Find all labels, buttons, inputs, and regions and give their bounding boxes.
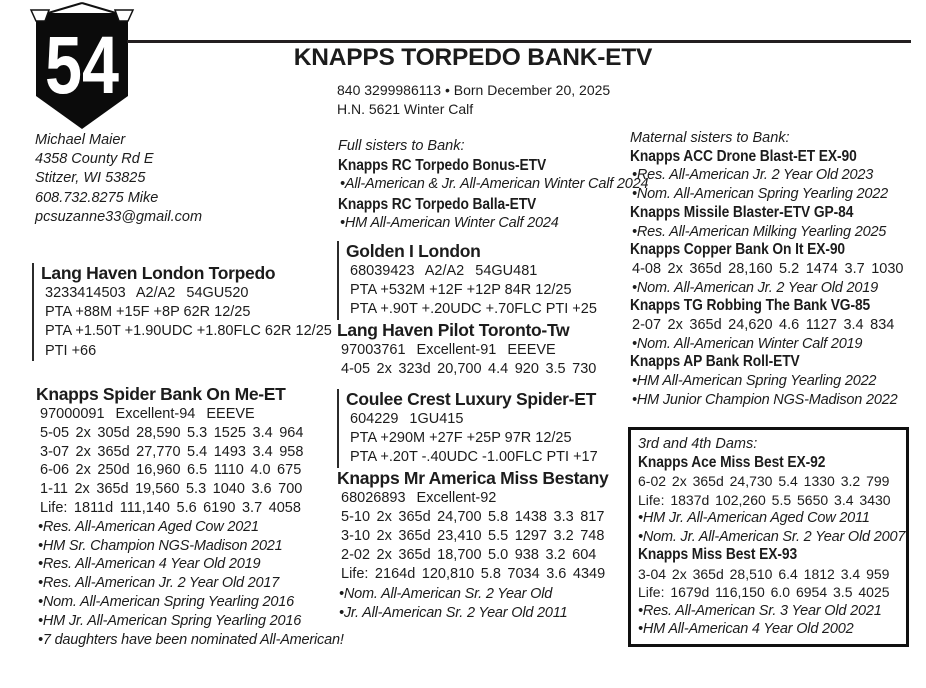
owner-address: 4358 County Rd E xyxy=(35,151,154,168)
award-bullet: •Nom. All-American Sr. 2 Year Old xyxy=(339,585,553,602)
record-line: 5-05 2x 305d 28,590 5.3 1525 3.4 964 xyxy=(40,424,304,441)
animal-name: Lang Haven London Torpedo xyxy=(41,263,276,283)
sister-name: Knapps Copper Bank On It EX-90 xyxy=(630,241,846,259)
reg-line: 3233414503 A2/A2 54GU520 xyxy=(45,285,249,301)
page-title: KNAPPS TORPEDO BANK-ETV xyxy=(293,44,653,71)
record-line: 3-04 2x 365d 28,510 6.4 1812 3.4 959 xyxy=(638,565,890,582)
record-line: Life: 1811d 111,140 5.6 6190 3.7 4058 xyxy=(40,499,301,516)
sister-name: Knapps AP Bank Roll-ETV xyxy=(630,353,800,371)
registration-line: 840 3299986113 • Born December 20, 2025 xyxy=(337,82,611,98)
sire-section xyxy=(32,263,332,361)
award-bullet: •Jr. All-American Sr. 2 Year Old 2011 xyxy=(339,604,568,621)
section-label: Full sisters to Bank: xyxy=(338,138,465,154)
middle-column xyxy=(337,0,649,688)
owner-phone: 608.732.8275 Mike xyxy=(35,189,159,206)
sire-bracket xyxy=(32,263,332,361)
pta-line: PTA +532M +12F +12P 84R 12/25 xyxy=(350,282,572,299)
award-bullet: •7 daughters have been nominated All-American! xyxy=(38,631,344,648)
record-line: 5-10 2x 365d 24,700 5.8 1438 3.3 817 xyxy=(341,508,605,525)
owner-name: Michael Maier xyxy=(35,132,126,148)
award-bullet: •Nom. Jr. All-American Sr. 2 Year Old 2007 xyxy=(638,528,906,545)
sister-name: Knapps RC Torpedo Bonus-ETV xyxy=(338,157,547,175)
reg-line: 604229 1GU415 xyxy=(350,411,464,427)
dam-sire-bracket xyxy=(337,389,608,468)
owner-block xyxy=(35,131,202,227)
record-line: 6-06 2x 250d 16,960 6.5 1110 4.0 675 xyxy=(40,462,302,479)
reg-line: 97003761 Excellent-91 EEEVE xyxy=(341,341,556,358)
award-bullet: •HM All-American Spring Yearling 2022 xyxy=(632,373,877,390)
animal-name: Lang Haven Pilot Toronto-Tw xyxy=(337,319,570,340)
paternal-grandparents-section xyxy=(337,241,597,379)
award-bullet: •Res. All-American Jr. 2 Year Old 2017 xyxy=(38,575,280,592)
award-bullet: •HM Sr. Champion NGS-Madison 2021 xyxy=(38,537,283,554)
award-bullet: •Nom. All-American Winter Calf 2019 xyxy=(632,335,863,352)
award-bullet: •Res. All-American Jr. 2 Year Old 2023 xyxy=(632,167,874,184)
award-bullet: •Res. All-American Sr. 3 Year Old 2021 xyxy=(638,602,882,619)
sister-name: Knapps ACC Drone Blast-ET EX-90 xyxy=(630,147,857,165)
pta-line: PTA +.90T +.20UDC +.70FLC PTI +25 xyxy=(350,301,597,318)
reg-line: 68039423 A2/A2 54GU481 xyxy=(350,263,538,279)
award-bullet: •Nom. All-American Jr. 2 Year Old 2019 xyxy=(632,279,878,296)
record-line: 6-02 2x 365d 24,730 5.4 1330 3.2 799 xyxy=(638,473,890,489)
animal-name: Knapps Spider Bank On Me-ET xyxy=(36,384,286,404)
award-bullet: •HM All-American 4 Year Old 2002 xyxy=(638,621,854,637)
reg-line: 97000091 Excellent-94 EEEVE xyxy=(40,406,255,422)
record-line: Life: 2164d 120,810 5.8 7034 3.6 4349 xyxy=(341,566,606,583)
record-line: 1-11 2x 365d 19,560 5.3 1040 3.6 700 xyxy=(40,481,303,498)
animal-name: Knapps Mr America Miss Bestany xyxy=(337,467,609,488)
reg-line: 68026893 Excellent-92 xyxy=(341,489,497,506)
lot-number: 54 xyxy=(45,20,120,111)
award-bullet: •All-American & Jr. All-American Winter Calf 2024 xyxy=(340,176,649,193)
record-line: 3-10 2x 365d 23,410 5.5 1297 3.2 748 xyxy=(341,528,605,545)
left-column xyxy=(28,0,344,688)
record-line: 3-07 2x 365d 27,770 5.4 1493 3.4 958 xyxy=(40,443,304,460)
dams-box xyxy=(628,427,909,647)
dam-section xyxy=(36,384,344,649)
sister-name: Knapps TG Robbing The Bank VG-85 xyxy=(630,297,871,315)
award-bullet: •HM Junior Champion NGS-Madison 2022 xyxy=(632,391,898,408)
award-bullet: •Res. All-American Milking Yearling 2025 xyxy=(632,223,887,240)
sire-sire-bracket xyxy=(337,241,597,320)
pti-line: PTI +66 xyxy=(45,342,97,359)
owner-email: pcsuzanne33@gmail.com xyxy=(35,208,203,225)
maternal-grandparents-section xyxy=(337,389,608,623)
pta-line: PTA +88M +15F +8P 62R 12/25 xyxy=(45,304,251,321)
herd-number-line: H.N. 5621 Winter Calf xyxy=(337,101,474,117)
section-label: Maternal sisters to Bank: xyxy=(630,130,790,146)
record-line: 4-05 2x 323d 20,700 4.4 920 3.5 730 xyxy=(341,360,597,377)
record-line: 2-07 2x 365d 24,620 4.6 1127 3.4 834 xyxy=(632,317,895,334)
owner-city: Stitzer, WI 53825 xyxy=(35,170,146,187)
pta-line: PTA +.20T -.40UDC -1.00FLC PTI +17 xyxy=(350,449,598,466)
record-line: Life: 1679d 116,150 6.0 6954 3.5 4025 xyxy=(638,584,890,600)
sister-name: Knapps Missile Blaster-ETV GP-84 xyxy=(630,203,854,221)
dam-name: Knapps Ace Miss Best EX-92 xyxy=(638,453,826,471)
award-bullet: •Nom. All-American Spring Yearling 2022 xyxy=(632,186,888,203)
record-line: 2-02 2x 365d 18,700 5.0 938 3.2 604 xyxy=(341,547,597,564)
award-bullet: •HM All-American Winter Calf 2024 xyxy=(340,214,559,231)
animal-name: Golden I London xyxy=(346,241,481,261)
award-bullet: •Res. All-American 4 Year Old 2019 xyxy=(38,556,261,573)
award-bullet: •Res. All-American Aged Cow 2021 xyxy=(38,518,259,535)
pta-line: PTA +1.50T +1.90UDC +1.80FLC 62R 12/25 xyxy=(45,323,332,340)
sister-name: Knapps RC Torpedo Balla-ETV xyxy=(338,195,537,213)
animal-name: Coulee Crest Luxury Spider-ET xyxy=(346,389,596,409)
dam-name: Knapps Miss Best EX-93 xyxy=(638,546,798,563)
full-sisters-section xyxy=(338,137,648,233)
section-label: 3rd and 4th Dams: xyxy=(638,436,758,452)
right-column xyxy=(628,0,912,688)
pta-line: PTA +290M +27F +25P 97R 12/25 xyxy=(350,430,572,447)
maternal-sisters-section xyxy=(630,129,903,410)
record-line: Life: 1837d 102,260 5.5 5650 3.4 3430 xyxy=(638,491,891,508)
record-line: 4-08 2x 365d 28,160 5.2 1474 3.7 1030 xyxy=(632,260,904,277)
award-bullet: •HM Jr. All-American Aged Cow 2011 xyxy=(638,510,870,526)
award-bullet: •Nom. All-American Spring Yearling 2016 xyxy=(38,593,294,610)
award-bullet: •HM Jr. All-American Spring Yearling 2016 xyxy=(38,612,302,629)
